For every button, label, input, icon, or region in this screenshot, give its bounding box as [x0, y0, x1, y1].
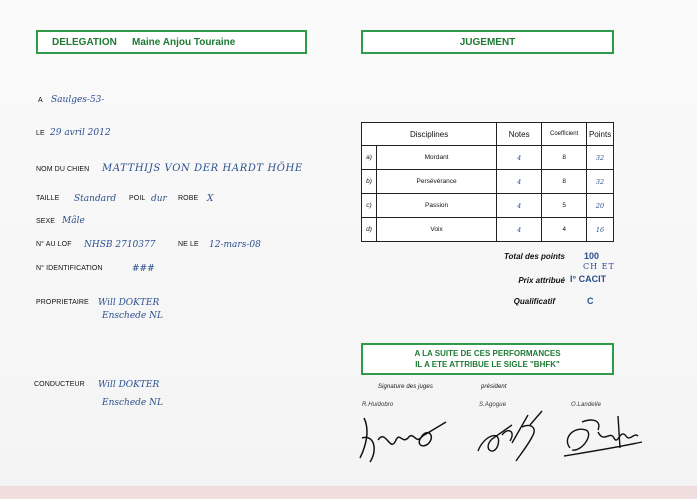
- field-sexe-label: SEXE: [36, 218, 56, 225]
- field-ident-value: ###: [132, 264, 155, 274]
- prix-value: I° CACIT: [570, 274, 607, 284]
- row-points: 16: [587, 218, 614, 242]
- row-coef: 5: [542, 194, 587, 218]
- delegation-label: DELEGATION: [52, 37, 117, 48]
- field-le-value: 29 avril 2012: [50, 128, 111, 138]
- row-note: 4: [497, 146, 542, 170]
- judge-name-3: O.Landelle: [571, 402, 602, 408]
- field-nom-label: NOM DU CHIEN: [36, 166, 90, 173]
- header-notes: Notes: [497, 123, 542, 146]
- sigle-line-1: A LA SUITE DE CES PERFORMANCES: [414, 349, 561, 358]
- judge-name-1: R.Huidobro: [362, 402, 394, 408]
- prix-note: CH ET: [583, 262, 615, 271]
- row-index: b): [362, 170, 377, 194]
- field-a-label: A: [38, 97, 43, 104]
- qualificatif-value: C: [587, 296, 594, 306]
- field-sexe-value: Mâle: [62, 216, 85, 226]
- total-label: Total des points: [503, 252, 565, 261]
- field-proprietaire-line1: Will DOKTER: [98, 298, 160, 308]
- row-index: a): [362, 146, 377, 170]
- row-note: 4: [497, 194, 542, 218]
- field-nom-value: MATTHIJS VON DER HARDT HÖHE: [102, 163, 303, 174]
- row-discipline: Mordant: [377, 146, 497, 170]
- field-conducteur-line1: Will DOKTER: [98, 380, 160, 390]
- field-poil-label: POIL: [129, 195, 146, 202]
- delegation-value: Maine Anjou Touraine: [132, 37, 236, 48]
- table-row: [362, 170, 614, 194]
- table-header-row: [362, 123, 614, 146]
- row-points: 32: [587, 146, 614, 170]
- field-robe-value: X: [207, 194, 214, 204]
- signature-3: [558, 408, 648, 464]
- row-note: 4: [497, 218, 542, 242]
- jugement-box: [361, 30, 614, 54]
- row-coef: 4: [542, 218, 587, 242]
- field-poil-value: dur: [151, 194, 167, 204]
- field-lof-label: N° AU LOF: [36, 241, 72, 248]
- header-disciplines: Disciplines: [362, 123, 497, 146]
- field-le-label: LE: [36, 130, 45, 137]
- row-points: 32: [587, 170, 614, 194]
- signatures-juges-label: Signature des juges: [378, 384, 433, 390]
- table-row: [362, 218, 614, 242]
- field-proprietaire-label: PROPRIETAIRE: [36, 299, 89, 306]
- row-index: d): [362, 218, 377, 242]
- field-proprietaire-line2: Enschede NL: [102, 311, 163, 321]
- field-ne-le-label: NE LE: [178, 241, 199, 248]
- row-coef: 8: [542, 170, 587, 194]
- row-discipline: Voix: [377, 218, 497, 242]
- judging-table: [361, 122, 614, 242]
- sigle-box: [361, 343, 614, 375]
- field-taille-label: TAILLE: [36, 195, 60, 202]
- header-points: Points: [587, 123, 614, 146]
- table-row: [362, 194, 614, 218]
- total-value: 100: [584, 251, 600, 261]
- row-note: 4: [497, 170, 542, 194]
- table-row: [362, 146, 614, 170]
- field-ne-le-value: 12-mars-08: [209, 240, 261, 250]
- bottom-margin: [0, 486, 697, 499]
- prix-label: Prix attribué: [518, 276, 565, 285]
- row-discipline: Passion: [377, 194, 497, 218]
- delegation-box: [36, 30, 307, 54]
- field-conducteur-label: CONDUCTEUR: [34, 381, 85, 388]
- header-coefficient: Coefficient: [542, 123, 587, 146]
- signature-2: [472, 405, 557, 465]
- field-taille-value: Standard: [74, 194, 117, 204]
- signature-1: [356, 410, 451, 466]
- row-index: c): [362, 194, 377, 218]
- field-robe-label: ROBE: [178, 195, 199, 202]
- field-a-value: Saulges-53-: [51, 95, 105, 105]
- row-discipline: Persévérance: [377, 170, 497, 194]
- jugement-title: JUGEMENT: [459, 37, 516, 48]
- judge-name-2: S.Agogue: [479, 402, 507, 408]
- sigle-line-2: IL A ETE ATTRIBUE LE SIGLE "BHFK": [415, 360, 560, 369]
- row-coef: 8: [542, 146, 587, 170]
- field-conducteur-line2: Enschede NL: [102, 398, 163, 408]
- field-ident-label: N° IDENTIFICATION: [36, 265, 103, 272]
- qualificatif-label: Qualificatif: [513, 297, 555, 306]
- row-points: 20: [587, 194, 614, 218]
- field-lof-value: NHSB 2710377: [84, 240, 156, 250]
- signatures-president-label: président: [481, 384, 507, 390]
